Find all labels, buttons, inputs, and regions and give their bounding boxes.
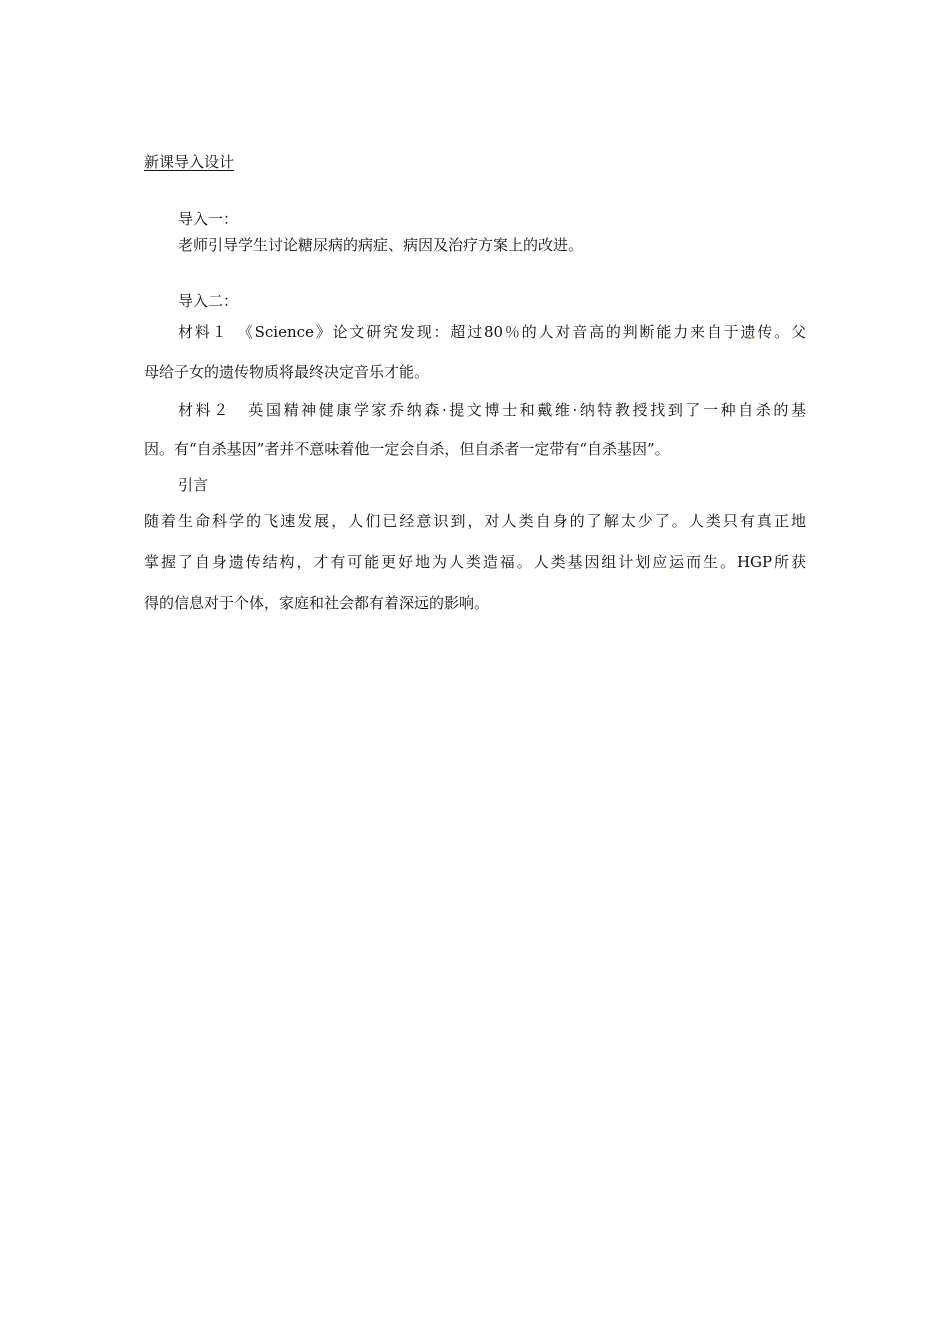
preface-line1: 随着生命科学的飞速发展，人们已经意识到，对人类自身的了解太少了。人类只有真正地: [144, 512, 806, 530]
material1-line2: 母给子女的遗传物质将最终决定音乐才能。: [144, 363, 430, 381]
intro1-text: 老师引导学生讨论糖尿病的病症、病因及治疗方案上的改进。: [178, 236, 584, 254]
preface-heading: 引言: [178, 476, 209, 494]
document-title: 新课导入设计: [144, 153, 235, 171]
intro2-heading: 导入二：: [178, 292, 239, 310]
intro1-heading: 导入一：: [178, 210, 239, 228]
material2-line1: 材料２ 英国精神健康学家乔纳森·提文博士和戴维·纳特教授找到了一种自杀的基: [178, 401, 806, 419]
preface-line3: 得的信息对于个体，家庭和社会都有着深远的影响。: [144, 594, 490, 612]
material1-line1: 材料１ 《Science》论文研究发现：超过80％的人对音高的判断能力来自于遗传。父: [178, 323, 806, 341]
material2-line2: 因。有“自杀基因”者并不意味着他一定会自杀，但自杀者一定带有“自杀基因”。: [144, 440, 670, 458]
preface-line2: 掌握了自身遗传结构，才有可能更好地为人类造福。人类基因组计划应运而生。HGP所获: [144, 553, 806, 571]
